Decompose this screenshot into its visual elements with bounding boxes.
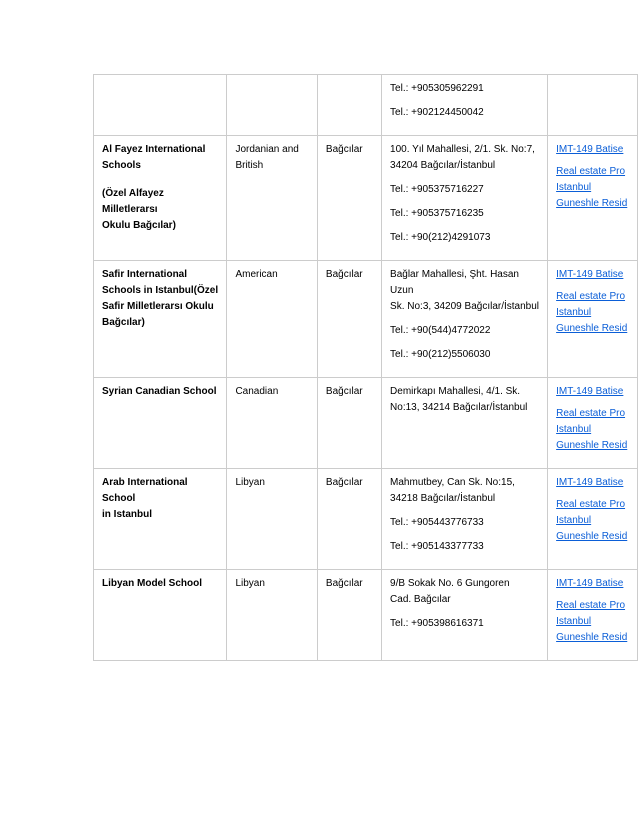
address-cell [382,261,548,378]
phone-line: Tel.: +90(544)4772022 [390,325,491,336]
real-estate-link[interactable]: Istanbul [556,424,592,435]
district-cell: Bağcılar [317,469,381,570]
links-cell [548,378,638,469]
school-name-line: Schools in Istanbul(Özel [102,285,219,296]
real-estate-link[interactable]: Guneshle Resid [556,323,628,334]
phone-line: Tel.: +90(212)5506030 [390,349,491,360]
curriculum-line: Libyan [235,578,265,589]
real-estate-link[interactable]: Istanbul [556,182,592,193]
real-estate-link[interactable]: Istanbul [556,515,592,526]
curriculum-line: Libyan [235,477,265,488]
district-cell [317,75,381,136]
spacer [102,174,218,186]
spacer [390,315,539,323]
phone-line: Tel.: +905305962291 [390,83,484,94]
address-line: 34204 Bağcılar/İstanbul [390,160,496,171]
real-estate-link[interactable]: Guneshle Resid [556,198,628,209]
curriculum-cell [227,261,317,378]
phone-line: Tel.: +905143377733 [390,541,484,552]
school-name-cell [94,570,227,661]
phone-line: Tel.: +905398616371 [390,618,484,629]
real-estate-link[interactable]: Real estate Pro [556,408,626,419]
table-row [94,261,638,378]
curriculum-line: Canadian [235,386,279,397]
address-line: 100. Yıl Mahallesi, 2/1. Sk. No:7, [390,144,535,155]
district-cell: Bağcılar [317,378,381,469]
address-cell [382,378,548,469]
table-row [94,570,638,661]
spacer [390,222,539,230]
address-line: Bağlar Mahallesi, Şht. Hasan Uzun [390,269,519,296]
project-link[interactable]: IMT-149 Batise [556,386,624,397]
curriculum-line: Jordanian and [235,144,299,155]
real-estate-link[interactable]: Guneshle Resid [556,531,628,542]
spacer [390,507,539,515]
spacer [390,531,539,539]
links-cell [548,261,638,378]
school-name-line: Safir Milletlerarsı Okulu [102,301,214,312]
district-cell: Bağcılar [317,261,381,378]
project-link[interactable]: IMT-149 Batise [556,269,624,280]
address-cell [382,75,548,136]
project-link[interactable]: IMT-149 Batise [556,144,624,155]
school-name-cell [94,469,227,570]
real-estate-link[interactable]: Guneshle Resid [556,632,628,643]
address-line: 9/B Sokak No. 6 Gungoren [390,578,510,589]
curriculum-line: American [235,269,278,280]
address-line: Sk. No:3, 34209 Bağcılar/İstanbul [390,301,540,312]
address-line: Cad. Bağcılar [390,594,451,605]
curriculum-cell [227,378,317,469]
curriculum-cell [227,469,317,570]
district-cell: Bağcılar [317,570,381,661]
links-cell [548,136,638,261]
real-estate-link[interactable]: Istanbul [556,307,592,318]
spacer [390,174,539,182]
address-line: Demirkapı Mahallesi, 4/1. Sk. [390,386,521,397]
real-estate-link[interactable]: Real estate Pro [556,499,626,510]
school-name-line: Syrian Canadian School [102,386,217,397]
real-estate-link[interactable]: Real estate Pro [556,166,626,177]
school-name-line: Bağcılar) [102,317,145,328]
school-local-name-line: (Özel Alfayez Milletlerarsı [102,188,164,215]
links-cell [548,469,638,570]
table-row [94,136,638,261]
project-link[interactable]: IMT-149 Batise [556,578,624,589]
curriculum-cell [227,570,317,661]
school-name-cell [94,75,227,136]
address-cell [382,136,548,261]
school-name-line: Arab International School [102,477,188,504]
spacer [390,608,539,616]
curriculum-cell [227,75,317,136]
real-estate-link[interactable]: Istanbul [556,616,592,627]
links-cell [548,75,638,136]
project-link[interactable]: IMT-149 Batise [556,477,624,488]
links-cell [548,570,638,661]
spacer [390,339,539,347]
address-line: 34218 Bağcılar/İstanbul [390,493,496,504]
real-estate-link[interactable]: Guneshle Resid [556,440,628,451]
schools-table [93,74,638,661]
spacer [390,97,539,105]
school-name-line: Safir International [102,269,188,280]
school-local-name-line: Okulu Bağcılar) [102,220,176,231]
phone-line: Tel.: +905375716227 [390,184,484,195]
real-estate-link[interactable]: Real estate Pro [556,291,626,302]
address-line: No:13, 34214 Bağcılar/İstanbul [390,402,528,413]
phone-line: Tel.: +905443776733 [390,517,484,528]
address-line: Mahmutbey, Can Sk. No:15, [390,477,515,488]
curriculum-line: British [235,160,264,171]
school-name-line: Schools [102,160,141,171]
spacer [390,198,539,206]
district-cell: Bağcılar [317,136,381,261]
table-row [94,378,638,469]
school-name-cell [94,261,227,378]
school-name-line: in Istanbul [102,509,152,520]
table-row [94,75,638,136]
curriculum-cell [227,136,317,261]
schools-table-body [94,75,638,661]
real-estate-link[interactable]: Real estate Pro [556,600,626,611]
school-name-cell [94,378,227,469]
school-name-line: Al Fayez International [102,144,206,155]
phone-line: Tel.: +902124450042 [390,107,484,118]
school-name-line: Libyan Model School [102,578,203,589]
phone-line: Tel.: +905375716235 [390,208,484,219]
table-row [94,469,638,570]
phone-line: Tel.: +90(212)4291073 [390,232,491,243]
school-name-cell [94,136,227,261]
address-cell [382,469,548,570]
address-cell [382,570,548,661]
